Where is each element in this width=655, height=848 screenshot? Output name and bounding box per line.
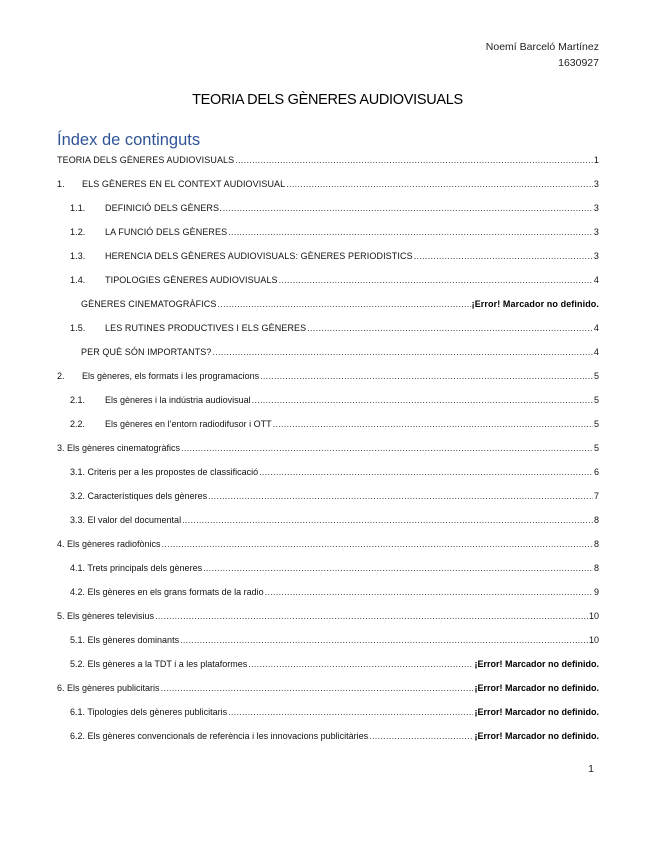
toc-entry-text: 6.2. Els gèneres convencionals de referència i les innovacions publicitàries (70, 731, 369, 741)
toc-leader (307, 322, 593, 334)
toc-leader (223, 202, 593, 214)
toc-entry[interactable] (70, 318, 599, 334)
toc-entry-number: 2.2. (70, 419, 86, 429)
toc-entry[interactable] (70, 702, 599, 718)
toc-entry-text: PER QUÈ SÓN IMPORTANTS? (81, 347, 212, 357)
toc-entry-page-error: ¡Error! Marcador no definido. (471, 299, 599, 309)
toc-entry-text: 6. Els gèneres publicitaris (57, 683, 160, 693)
toc-entry[interactable] (70, 222, 599, 238)
toc-entry-number: 2. (57, 371, 65, 381)
toc-entry-number: 1.3. (70, 251, 86, 261)
toc-entry-text: 6.1. Tipologies dels gèneres publicitaris (70, 707, 228, 717)
toc-entry-text: 4.2. Els gèneres en els grans formats de la radio (70, 587, 264, 597)
toc-entry-page: 4 (593, 347, 599, 357)
toc-entry[interactable] (70, 198, 599, 214)
toc-entry-text: 4.1. Trets principals dels gèneres (70, 563, 203, 573)
toc-leader (252, 394, 593, 406)
toc-entry-page: 4 (593, 275, 599, 285)
toc-entry-page: 5 (593, 419, 599, 429)
toc-entry-number: 1.1. (70, 203, 86, 213)
toc-entry-page-error: ¡Error! Marcador no definido. (474, 683, 599, 693)
toc-entry-page: 1 (593, 155, 599, 165)
toc-entry-page: 3 (593, 179, 599, 189)
toc-leader (180, 634, 588, 646)
toc-entry-text: Els gèneres, els formats i les programacions (82, 371, 260, 381)
toc-entry[interactable] (70, 726, 599, 742)
toc-leader (414, 250, 593, 262)
toc-leader (182, 514, 593, 526)
toc-entry-page: 9 (593, 587, 599, 597)
toc-leader (203, 562, 593, 574)
toc-entry-text: 4. Els gèneres radiofònics (57, 539, 161, 549)
toc-entry-page: 10 (588, 635, 599, 645)
toc-leader (162, 538, 593, 550)
toc-entry[interactable] (57, 678, 599, 694)
toc-entry[interactable] (57, 606, 599, 622)
toc-entry-text: 5.1. Els gèneres dominants (70, 635, 180, 645)
toc-leader (218, 298, 471, 310)
toc-entry-text: HERENCIA DELS GÈNERES AUDIOVISUALS: GÈNERES PERIODISTICS (105, 251, 413, 261)
toc-leader (260, 370, 593, 382)
toc-entry-text: LES RUTINES PRODUCTIVES I ELS GÈNERES (105, 323, 307, 333)
toc-entry-number: 1. (57, 179, 65, 189)
toc-entry[interactable] (81, 342, 599, 358)
toc-entry-text: 5.2. Els gèneres a la TDT i a les plataformes (70, 659, 248, 669)
toc-entry-page: 6 (593, 467, 599, 477)
toc-entry-number: 1.5. (70, 323, 86, 333)
toc-entry[interactable] (70, 462, 599, 478)
toc-entry[interactable] (57, 150, 599, 166)
toc-entry[interactable] (70, 414, 599, 430)
toc-entry-page-error: ¡Error! Marcador no definido. (474, 659, 599, 669)
toc-entry-page: 5 (593, 371, 599, 381)
toc-entry-number: 1.4. (70, 275, 86, 285)
toc-leader (155, 610, 588, 622)
toc-entry[interactable] (70, 486, 599, 502)
toc-entry[interactable] (57, 534, 599, 550)
toc-entry-text: DEFINICIÓ DELS GÈNERS. (105, 203, 222, 213)
toc-entry-text: Els gèneres i la indústria audiovisual (105, 395, 251, 405)
toc-entry-page: 3 (593, 251, 599, 261)
toc-entry-page-error: ¡Error! Marcador no definido. (474, 731, 599, 741)
toc-entry-text: 3. Els gèneres cinematogràfics (57, 443, 181, 453)
toc-leader (286, 178, 593, 190)
toc-leader (161, 682, 474, 694)
student-id: 1630927 (558, 57, 599, 69)
toc-entry[interactable] (70, 390, 599, 406)
toc-leader (208, 490, 593, 502)
toc-leader (273, 418, 593, 430)
toc-entry-page: 5 (593, 395, 599, 405)
toc-entry-page: 8 (593, 515, 599, 525)
page-header (486, 39, 599, 71)
toc-entry-text: 3.3. El valor del documental (70, 515, 182, 525)
toc-leader (265, 586, 593, 598)
toc-leader (228, 706, 473, 718)
toc-entry[interactable] (57, 438, 599, 454)
toc-leader (228, 226, 593, 238)
toc-entry[interactable] (57, 366, 599, 382)
toc-leader (259, 466, 593, 478)
toc-entry-page: 10 (588, 611, 599, 621)
author-name: Noemí Barceló Martínez (485, 41, 599, 53)
toc-entry-text: TEORIA DELS GÈNERES AUDIOVISUALS (57, 155, 235, 165)
toc-entry-page: 3 (593, 227, 599, 237)
toc-entry-text: LA FUNCIÓ DELS GÈNERES (105, 227, 228, 237)
toc-entry-text: 5. Els gèneres televisius (57, 611, 155, 621)
toc-entry-page: 3 (593, 203, 599, 213)
toc-entry[interactable] (70, 558, 599, 574)
toc-entry-page: 7 (593, 491, 599, 501)
toc-heading: Índex de continguts (57, 131, 201, 149)
toc-entry-text: 3.1. Criteris per a les propostes de classificació (70, 467, 259, 477)
toc-entry[interactable] (57, 174, 599, 190)
toc-entry-text: ELS GÈNERES EN EL CONTEXT AUDIOVISUAL (82, 179, 286, 189)
toc-entry-page-error: ¡Error! Marcador no definido. (474, 707, 599, 717)
toc-entry-page: 8 (593, 563, 599, 573)
toc-entry-page: 5 (593, 443, 599, 453)
toc-entry-page: 8 (593, 539, 599, 549)
toc-entry[interactable] (70, 270, 599, 286)
page-number: 1 (588, 763, 594, 775)
toc-entry[interactable] (70, 246, 599, 262)
toc-entry-text: 3.2. Característiques dels gèneres (70, 491, 208, 501)
toc-leader (279, 274, 593, 286)
toc-leader (369, 730, 473, 742)
toc-entry[interactable] (81, 294, 599, 310)
toc-entry[interactable] (70, 654, 599, 670)
toc-leader (213, 346, 593, 358)
toc-entry-number: 1.2. (70, 227, 86, 237)
toc-entry-text: Els gèneres en l’entorn radiodifusor i OTT (105, 419, 272, 429)
document-title: TEORIA DELS GÈNERES AUDIOVISUALS (192, 92, 463, 108)
toc-leader (181, 442, 593, 454)
toc-leader (248, 658, 473, 670)
toc-entry-number: 2.1. (70, 395, 86, 405)
toc-entry[interactable] (70, 630, 599, 646)
toc-entry[interactable] (70, 582, 599, 598)
toc-entry[interactable] (70, 510, 599, 526)
toc-leader (235, 154, 593, 166)
toc-entry-text: TIPOLOGIES GÈNERES AUDIOVISUALS (105, 275, 278, 285)
toc-entry-page: 4 (593, 323, 599, 333)
toc-entry-text: GÈNERES CINEMATOGRÀFICS (81, 299, 217, 309)
